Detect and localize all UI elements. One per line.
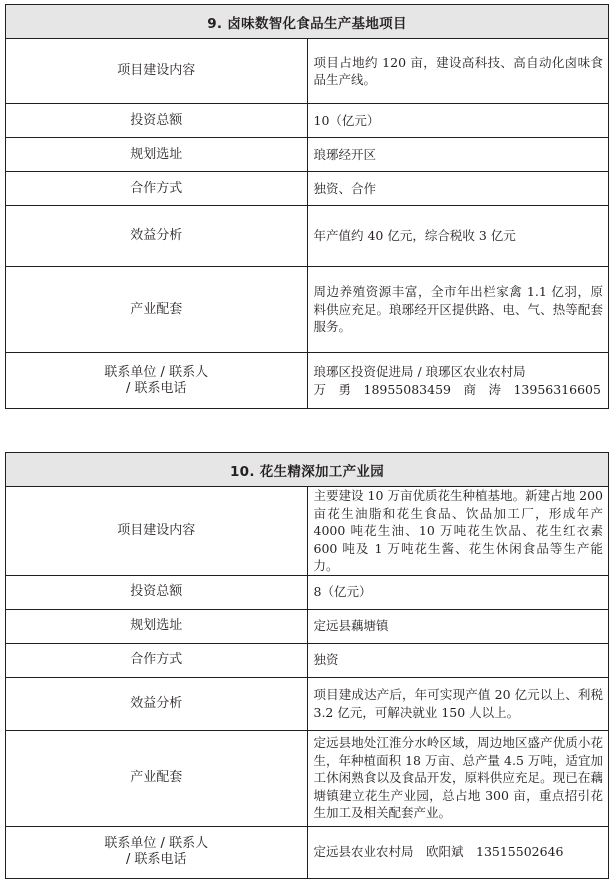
contact-value <box>307 826 609 878</box>
site-value: 琅琊经开区 <box>307 138 609 172</box>
content-value: 主要建设 10 万亩优质花生种植基地。新建占地 200 亩花生油脂和花生食品、饮品加工厂，形成年产 4000 吨花生油、10 万吨花生饮品、花生红衣素 600 吨及 1 万吨花生酱、花生休闲食品等生产能力。 <box>307 487 609 576</box>
contact-label-line-1: 联系单位 / 联系人 <box>104 364 209 380</box>
mode-label: 合作方式 <box>6 643 308 677</box>
content-label: 项目建设内容 <box>6 487 308 576</box>
support-label: 产业配套 <box>6 730 308 826</box>
project-table-10 <box>5 452 609 879</box>
investment-label: 投资总额 <box>6 575 308 609</box>
project-title: 10. 花生精深加工产业园 <box>6 453 609 487</box>
contact-label-line-2: / 联系电话 <box>125 380 187 396</box>
site-label: 规划选址 <box>6 138 308 172</box>
benefit-label: 效益分析 <box>6 206 308 267</box>
contact-label-line-2: / 联系电话 <box>125 852 187 867</box>
support-value: 定远县地处江淮分水岭区域，周边地区盛产优质小花生，年种植面积 18 万亩、总产量 4.5 万吨，适宜加工休闲熟食以及食品开发，原料供应充足。现已在藕塘镇建立花生产业园，总占地 300 亩，重点招引花生加工及相关配套产业。 <box>307 730 609 826</box>
contact-line-1: 琅琊区投资促进局 / 琅琊区农业农村局 <box>313 364 526 379</box>
contact-label-line-1: 联系单位 / 联系人 <box>104 836 209 851</box>
investment-value: 8（亿元） <box>307 575 609 609</box>
project-title: 9. 卤味数智化食品生产基地项目 <box>6 5 609 39</box>
site-label: 规划选址 <box>6 609 308 643</box>
content-label: 项目建设内容 <box>6 39 308 104</box>
contact-label <box>6 826 308 878</box>
benefit-value: 年产值约 40 亿元，综合税收 3 亿元 <box>307 206 609 267</box>
support-label: 产业配套 <box>6 267 308 353</box>
project-table-9 <box>5 4 609 409</box>
contact-line-1: 定远县农业农村局 欧阳斌 13515502646 <box>313 844 564 860</box>
support-value: 周边养殖资源丰富，全市年出栏家禽 1.1 亿羽，原料供应充足。琅琊经开区提供路、电、气、热等配套服务。 <box>307 267 609 353</box>
mode-label: 合作方式 <box>6 172 308 206</box>
investment-label: 投资总额 <box>6 104 308 138</box>
benefit-label: 效益分析 <box>6 677 308 730</box>
contact-label <box>6 353 308 409</box>
mode-value: 独资 <box>307 643 609 677</box>
site-value: 定远县藕塘镇 <box>307 609 609 643</box>
contact-line-2: 万 勇 18955083459 商 涛 13956316605 <box>313 381 601 397</box>
content-value: 项目占地约 120 亩，建设高科技、高自动化卤味食品生产线。 <box>307 39 609 104</box>
investment-value: 10（亿元） <box>307 104 609 138</box>
benefit-value: 项目建成达产后，年可实现产值 20 亿元以上、利税 3.2 亿元，可解决就业 150 人以上。 <box>307 677 609 730</box>
contact-value <box>307 353 609 409</box>
mode-value: 独资、合作 <box>307 172 609 206</box>
